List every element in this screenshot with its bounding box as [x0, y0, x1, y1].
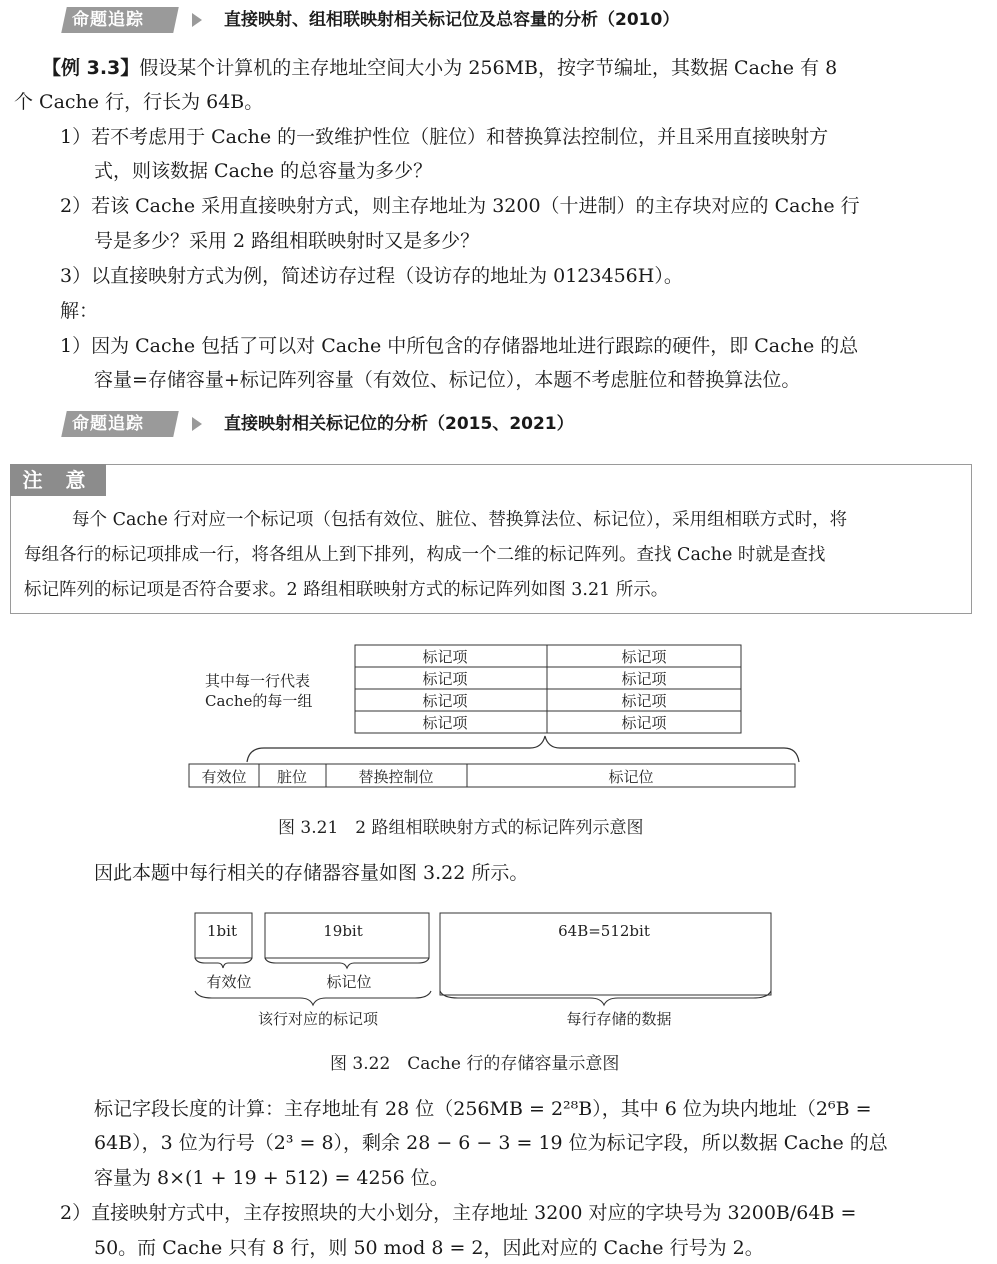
brace-valid-label: 有效位	[206, 973, 252, 991]
note-line-2: 每组各行的标记项排成一行，将各组从上到下排列，构成一个二维的标记阵列。查找 Cache 时就是查找	[24, 545, 826, 565]
figure-3-22	[0, 905, 997, 1035]
example-label: 【例 3.3】	[42, 57, 140, 79]
question-2-line-2: 号是多少？采用 2 路组相联映射时又是多少？	[94, 230, 480, 252]
paragraph-fig-3-22-intro: 因此本题中每行相关的存储器容量如图 3.22 所示。	[94, 862, 529, 884]
tag-bits-label: 19bit	[323, 922, 363, 940]
tag-array-cell: 标记项	[621, 648, 667, 666]
answer-2-line-1: 2）直接映射方式中，主存按照块的大小划分，主存地址 3200 对应的字块号为 3200B/64B =	[60, 1202, 857, 1224]
topic-tag-label: 命题追踪	[72, 10, 144, 30]
fig321-side-line-1: 其中每一行代表	[205, 672, 311, 690]
brace-data	[440, 991, 771, 1005]
triangle-icon-2	[192, 417, 202, 431]
example-line-2: 个 Cache 行，行长为 64B。	[14, 91, 264, 113]
solution-label: 解：	[60, 300, 99, 322]
note-line-1: 每个 Cache 行对应一个标记项（包括有效位、脏位、替换算法位、标记位），采用组相联方式时，将	[72, 510, 848, 530]
valid-bit-label: 1bit	[207, 922, 237, 940]
tag-array-cell: 标记项	[422, 692, 468, 710]
fig321-brace	[247, 736, 799, 762]
question-3: 3）以直接映射方式为例，简述访存过程（设访存的地址为 0123456H）。	[60, 265, 683, 287]
question-1-line-2: 式，则该数据 Cache 的总容量为多少？	[94, 160, 433, 182]
note-label: 注 意	[10, 464, 106, 496]
note-line-3: 标记阵列的标记项是否符合要求。2 路组相联映射方式的标记阵列如图 3.21 所示。	[24, 580, 669, 600]
tag-array-cell: 标记项	[422, 714, 468, 732]
brace-tag	[265, 958, 429, 968]
brace-tag-entry	[195, 991, 431, 1005]
triangle-icon	[192, 13, 202, 27]
fig321-side-line-2: Cache的每一组	[205, 692, 313, 710]
figure-3-21	[0, 636, 997, 836]
calc-line-3: 容量为 8×(1 + 19 + 512) = 4256 位。	[94, 1167, 449, 1189]
brace-data-label: 每行存储的数据	[566, 1010, 672, 1028]
tag-array-cell: 标记项	[422, 670, 468, 688]
answer-2-line-2: 50。而 Cache 只有 8 行，则 50 mod 8 = 2，因此对应的 Cache 行号为 2。	[94, 1237, 764, 1259]
tag-array-cell: 标记项	[621, 670, 667, 688]
data-bits-label: 64B=512bit	[558, 922, 650, 940]
field-tag: 标记位	[608, 768, 654, 786]
answer-1-line-1: 1）因为 Cache 包括了可以对 Cache 中所包含的存储器地址进行跟踪的硬件，即 Cache 的总	[60, 335, 859, 357]
answer-1-line-2: 容量=存储容量+标记阵列容量（有效位、标记位），本题不考虑脏位和替换算法位。	[94, 369, 801, 391]
field-valid: 有效位	[201, 768, 247, 786]
tag-array-cell: 标记项	[621, 714, 667, 732]
tag-array-cell: 标记项	[422, 648, 468, 666]
topic-title-2: 直接映射相关标记位的分析（2015、2021）	[224, 414, 574, 434]
tag-array-cell: 标记项	[621, 692, 667, 710]
figure-3-22-caption: 图 3.22 Cache 行的存储容量示意图	[330, 1054, 620, 1074]
brace-tag-label: 标记位	[326, 973, 372, 991]
question-1-line-1: 1）若不考虑用于 Cache 的一致维护性位（脏位）和替换算法控制位，并且采用直接映射方	[60, 126, 829, 148]
field-dirty: 脏位	[276, 768, 308, 786]
calc-line-1: 标记字段长度的计算：主存地址有 28 位（256MB = 2²⁸B），其中 6 位为块内地址（2⁶B =	[94, 1098, 872, 1120]
topic-tag-label-2: 命题追踪	[72, 414, 144, 434]
example-line-1: 【例 3.3】假设某个计算机的主存地址空间大小为 256MB，按字节编址，其数据 Cache 有 8	[42, 57, 838, 79]
figure-3-21-caption: 图 3.21 2 路组相联映射方式的标记阵列示意图	[278, 818, 644, 838]
brace-tag-entry-label: 该行对应的标记项	[257, 1010, 379, 1028]
field-replace: 替换控制位	[358, 768, 434, 786]
topic-title: 直接映射、组相联映射相关标记位及总容量的分析（2010）	[224, 10, 680, 30]
question-2-line-1: 2）若该 Cache 采用直接映射方式，则主存地址为 3200（十进制）的主存块对应的 Cache 行	[60, 195, 860, 217]
brace-valid	[195, 958, 252, 968]
calc-line-2: 64B），3 位为行号（2³ = 8），剩余 28 − 6 − 3 = 19 位为标记字段，所以数据 Cache 的总	[94, 1132, 888, 1154]
tag-array-table	[355, 645, 741, 733]
